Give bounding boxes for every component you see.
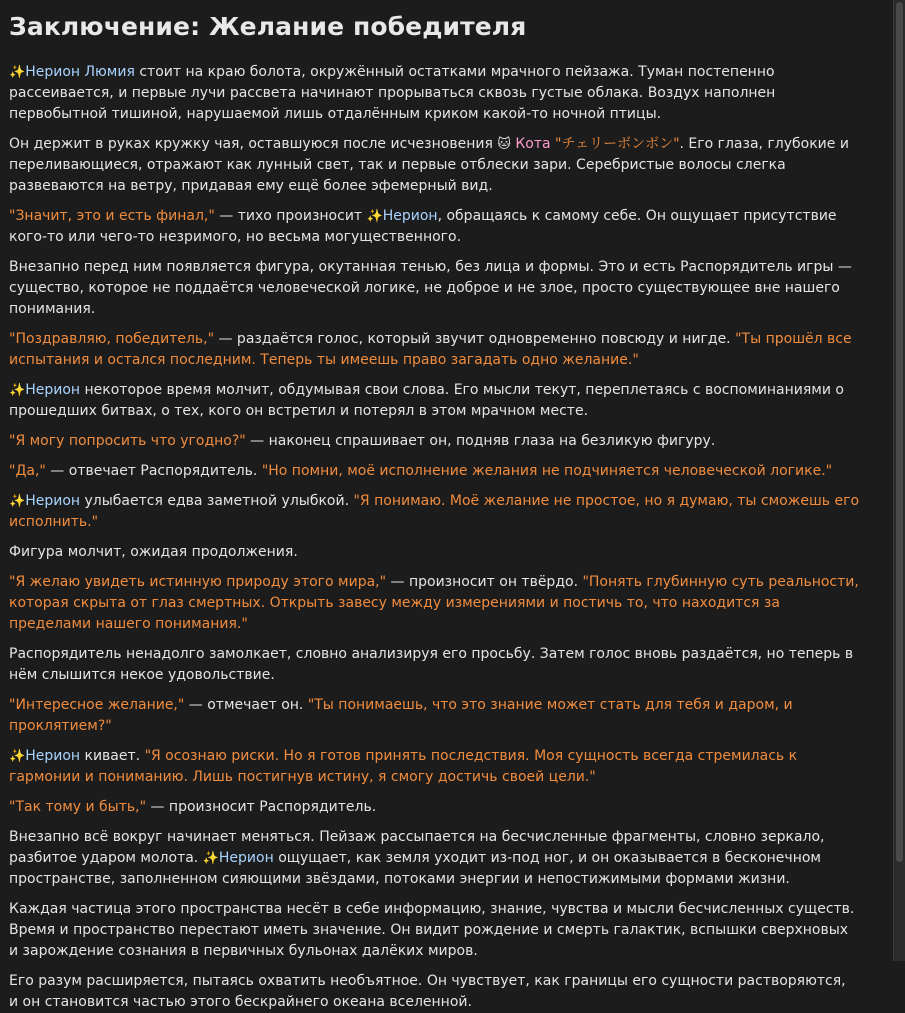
character-name-nerion: Нерион	[25, 493, 81, 509]
dialogue-quote: "Интересное желание,"	[9, 697, 185, 713]
dialogue-quote: "Поздравляю, победитель,"	[9, 331, 215, 347]
paragraph-6	[9, 380, 859, 422]
sparkle-icon: ✨	[366, 209, 383, 224]
dialogue-quote: "Но помни, моё исполнение желания не подчиняется человеческой логике."	[261, 463, 833, 479]
paragraph-12: Распорядитель ненадолго замолкает, словно анализируя его просьбу. Затем голос вновь раздаётся, но теперь в нём слышится некое удовольствие.	[9, 646, 854, 683]
sparkle-icon: ✨	[9, 65, 26, 80]
paragraph-16	[9, 827, 859, 890]
cat-icon: 🐱	[497, 137, 511, 152]
paragraph-text: ощущает, как земля уходит из-под ног, и он оказывается в бесконечном пространстве, заполненном сияющими звёздами, потоками энергии и непостижимыми формами жизни.	[9, 850, 821, 887]
paragraph-9	[9, 491, 859, 533]
paragraph-text: — произносит Распорядитель.	[146, 799, 377, 815]
dialogue-quote: "Я осознаю риски. Но я готов принять последствия. Моя сущность всегда стремилась к гармонии и пониманию. Лишь постигнув истину, я смогу достичь своей цели."	[9, 748, 798, 785]
paragraph-text: — произносит он твёрдо.	[386, 574, 583, 590]
paragraph-13	[9, 695, 859, 737]
vertical-scrollbar[interactable]	[893, 0, 905, 961]
dialogue-quote: "Ты прошёл все испытания и остался последним. Теперь ты имеешь право загадать одно желание."	[9, 331, 852, 368]
character-name-nerion: Нерион Люмия	[25, 64, 135, 80]
paragraph-10: Фигура молчит, ожидая продолжения.	[9, 544, 298, 560]
paragraph-text: — наконец спрашивает он, подняв глаза на безликую фигуру.	[245, 433, 716, 449]
paragraph-18: Его разум расширяется, пытаясь охватить необъятное. Он чувствует, как границы его сущности растворяются, и он становится частью этого бескрайнего океана вселенной.	[9, 973, 846, 1010]
paragraph-17: Каждая частица этого пространства несёт в себе информацию, знание, чувства и мысли бесчисленных существ. Время и пространство перестают иметь значение. Он видит рождение и смерть галактик, вспышки сверхновых и зарождение сознания в первичных бульонах далёких миров.	[9, 901, 855, 959]
sparkle-icon: ✨	[202, 851, 219, 866]
sparkle-icon: ✨	[9, 494, 26, 509]
paragraph-text: кивает.	[80, 748, 145, 764]
character-name-nerion: Нерион	[218, 850, 274, 866]
dialogue-quote: "Значит, это и есть финал,"	[9, 208, 215, 224]
paragraph-7	[9, 431, 859, 452]
character-name-nerion: Нерион	[25, 382, 81, 398]
dialogue-quote: "Да,"	[9, 463, 46, 479]
paragraph-2	[9, 134, 859, 197]
paragraph-11	[9, 572, 859, 635]
dialogue-quote: "Я желаю увидеть истинную природу этого мира,"	[9, 574, 387, 590]
paragraph-text: . Его глаза, глубокие и переливающиеся, отражают как лунный свет, так и первые отблески зари. Серебристые волосы слегка развеваются на ветру, придавая ему ещё более эфемерный вид.	[9, 136, 849, 194]
character-name-kota: Кота	[515, 136, 551, 152]
character-name-cherry: "チェリーボンボン"	[555, 136, 680, 152]
paragraph-3	[9, 206, 859, 248]
paragraph-text: некоторое время молчит, обдумывая свои слова. Его мысли текут, переплетаясь с воспоминаниями о прошедших битвах, о тех, кого он встретил и потерял в этом мрачном месте.	[9, 382, 844, 419]
paragraph-text: улыбается едва заметной улыбкой.	[80, 493, 354, 509]
dialogue-quote: "Так тому и быть,"	[9, 799, 147, 815]
paragraph-5	[9, 329, 859, 371]
paragraph-text: Он держит в руках кружку чая, оставшуюся после исчезновения	[9, 136, 498, 152]
sparkle-icon: ✨	[9, 383, 26, 398]
paragraph-text: , обращаясь к самому себе. Он ощущает присутствие кого-то или чего-то незримого, но весьма могущественного.	[9, 208, 837, 245]
sparkle-icon: ✨	[9, 749, 26, 764]
paragraph-text: Внезапно всё вокруг начинает меняться. Пейзаж рассыпается на бесчисленные фрагменты, словно зеркало, разбитое ударом молота.	[9, 829, 825, 866]
dialogue-quote: "Я могу попросить что угодно?"	[9, 433, 246, 449]
paragraph-14	[9, 746, 859, 788]
paragraph-text: — раздаётся голос, который звучит одновременно повсюду и нигде.	[214, 331, 736, 347]
paragraph-text: — тихо произносит	[214, 208, 367, 224]
character-name-nerion: Нерион	[25, 748, 81, 764]
scrollbar-thumb[interactable]	[896, 2, 903, 862]
page-title: Заключение: Желание победителя	[9, 12, 527, 41]
paragraph-4: Внезапно перед ним появляется фигура, окутанная тенью, без лица и формы. Это и есть Распорядитель игры — существо, которое не поддаётся человеческой логике, не доброе и не злое, просто существующее вне нашего понимания.	[9, 259, 852, 317]
paragraph-text: стоит на краю болота, окружённый остатками мрачного пейзажа. Туман постепенно рассеивается, и первые лучи рассвета начинают прорываться сквозь густые облака. Воздух наполнен первобытной тишиной, нарушаемой лишь отдалённым криком какой-то ночной птицы.	[9, 64, 776, 122]
dialogue-quote: "Понять глубинную суть реальности, которая скрыта от глаз смертных. Открыть завесу между измерениями и постичь то, что находится за пределами нашего понимания."	[9, 574, 859, 632]
paragraph-text: — отвечает Распорядитель.	[45, 463, 262, 479]
dialogue-quote: "Я понимаю. Моё желание не простое, но я думаю, ты сможешь его исполнить."	[9, 493, 860, 530]
paragraph-8	[9, 461, 859, 482]
character-name-nerion: Нерион	[382, 208, 438, 224]
dialogue-quote: "Ты понимаешь, что это знание может стать для тебя и даром, и проклятием?"	[9, 697, 793, 734]
paragraph-1	[9, 62, 859, 125]
paragraph-text: — отмечает он.	[184, 697, 308, 713]
paragraph-15	[9, 797, 859, 818]
